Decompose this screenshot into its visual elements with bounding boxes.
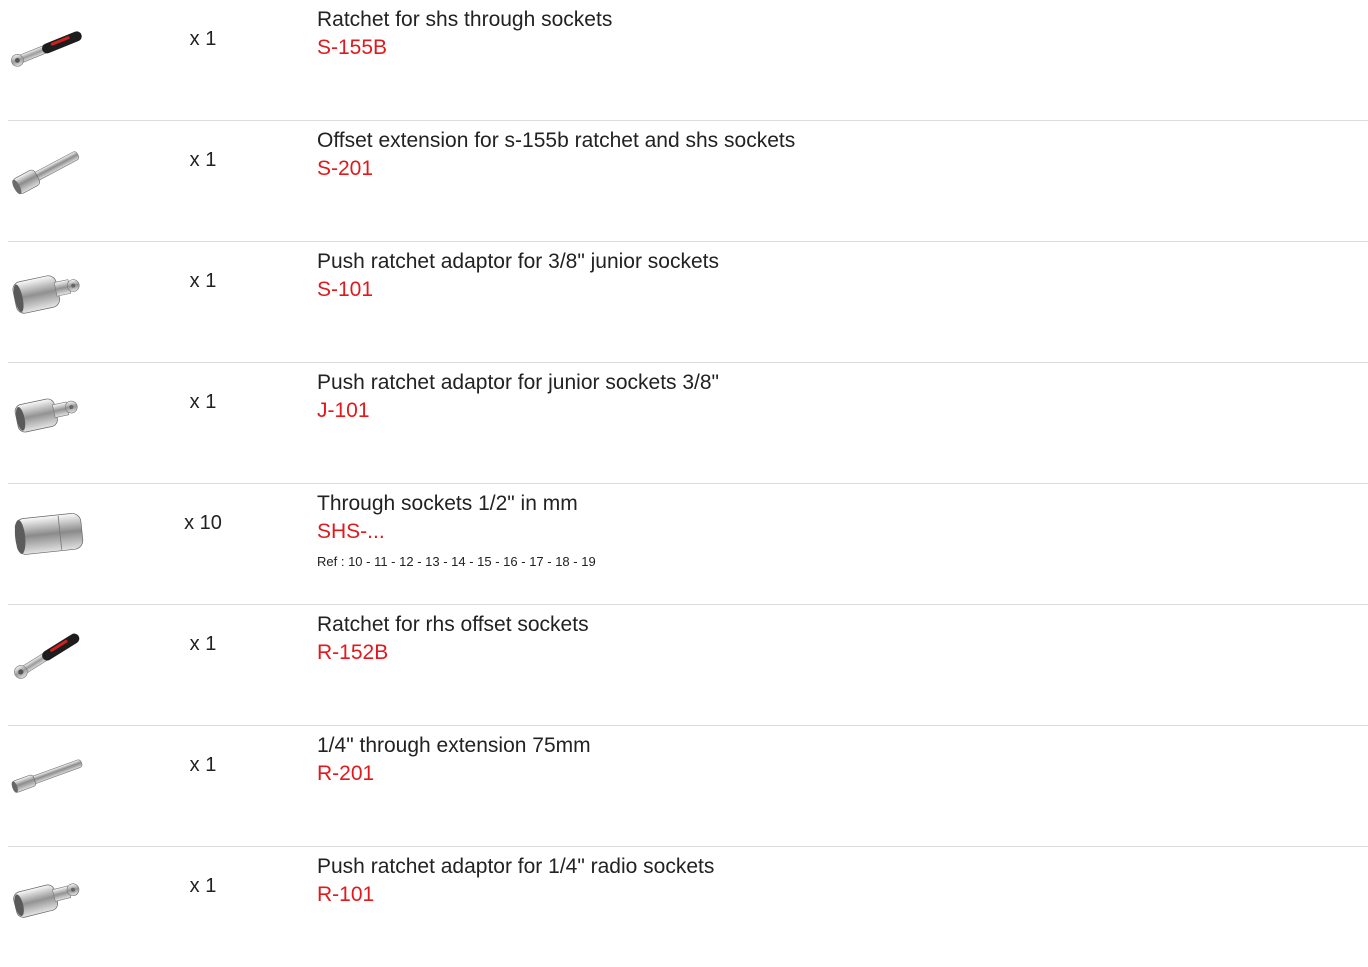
list-item: [8, 0, 1368, 121]
item-info: [317, 853, 714, 909]
item-title: Through sockets 1/2" in mm: [317, 492, 578, 515]
item-ref-link[interactable]: J-101: [317, 399, 370, 422]
item-ref-link[interactable]: R-101: [317, 883, 375, 906]
list-item: [8, 484, 1368, 605]
list-item: [8, 363, 1368, 484]
item-title: Offset extension for s-155b ratchet and shs sockets: [317, 129, 796, 152]
ratchet-icon: [8, 18, 86, 78]
quantity-label: x 1: [189, 754, 217, 776]
item-ref-sizes: Ref : 10 - 11 - 12 - 13 - 14 - 15 - 16 - 17 - 18 - 19: [317, 554, 596, 569]
quantity-label: x 1: [189, 875, 217, 897]
list-item: [8, 121, 1368, 242]
item-ref-link[interactable]: R-201: [317, 762, 375, 785]
quantity-label: x 1: [189, 270, 217, 292]
list-item: [8, 605, 1368, 726]
through-extension-icon: [8, 744, 86, 804]
item-title: 1/4" through extension 75mm: [317, 734, 591, 757]
item-title: Push ratchet adaptor for 1/4" radio sockets: [317, 855, 715, 878]
item-title: Push ratchet adaptor for junior sockets 3/8": [317, 371, 720, 394]
item-title: Ratchet for shs through sockets: [317, 8, 613, 31]
list-item: [8, 726, 1368, 847]
item-ref-link[interactable]: S-201: [317, 157, 374, 180]
through-socket-icon: [8, 502, 86, 562]
quantity-label: x 1: [189, 149, 217, 171]
push-ratchet-adaptor-icon: [8, 260, 86, 320]
item-ref-link[interactable]: S-155B: [317, 36, 388, 59]
item-ref-link[interactable]: S-101: [317, 278, 374, 301]
ratchet-icon: [8, 623, 86, 683]
list-item: [8, 242, 1368, 363]
offset-extension-icon: [8, 139, 86, 199]
item-info: [317, 732, 591, 788]
item-ref-link[interactable]: SHS-...: [317, 520, 385, 543]
quantity-label: x 1: [189, 633, 217, 655]
item-ref-link[interactable]: R-152B: [317, 641, 389, 664]
list-item: [8, 847, 1368, 967]
item-title: Ratchet for rhs offset sockets: [317, 613, 589, 636]
quantity-label: x 10: [184, 512, 222, 534]
quantity-label: x 1: [189, 391, 217, 413]
item-info: [317, 369, 719, 425]
item-info: [317, 127, 795, 183]
item-info: [317, 248, 719, 304]
push-ratchet-adaptor-icon: [8, 381, 86, 441]
item-title: Push ratchet adaptor for 3/8" junior sockets: [317, 250, 720, 273]
item-info: [317, 611, 589, 667]
quantity-label: x 1: [189, 28, 217, 50]
push-ratchet-adaptor-icon: [8, 865, 86, 925]
item-info: [317, 490, 596, 569]
item-info: [317, 6, 612, 62]
